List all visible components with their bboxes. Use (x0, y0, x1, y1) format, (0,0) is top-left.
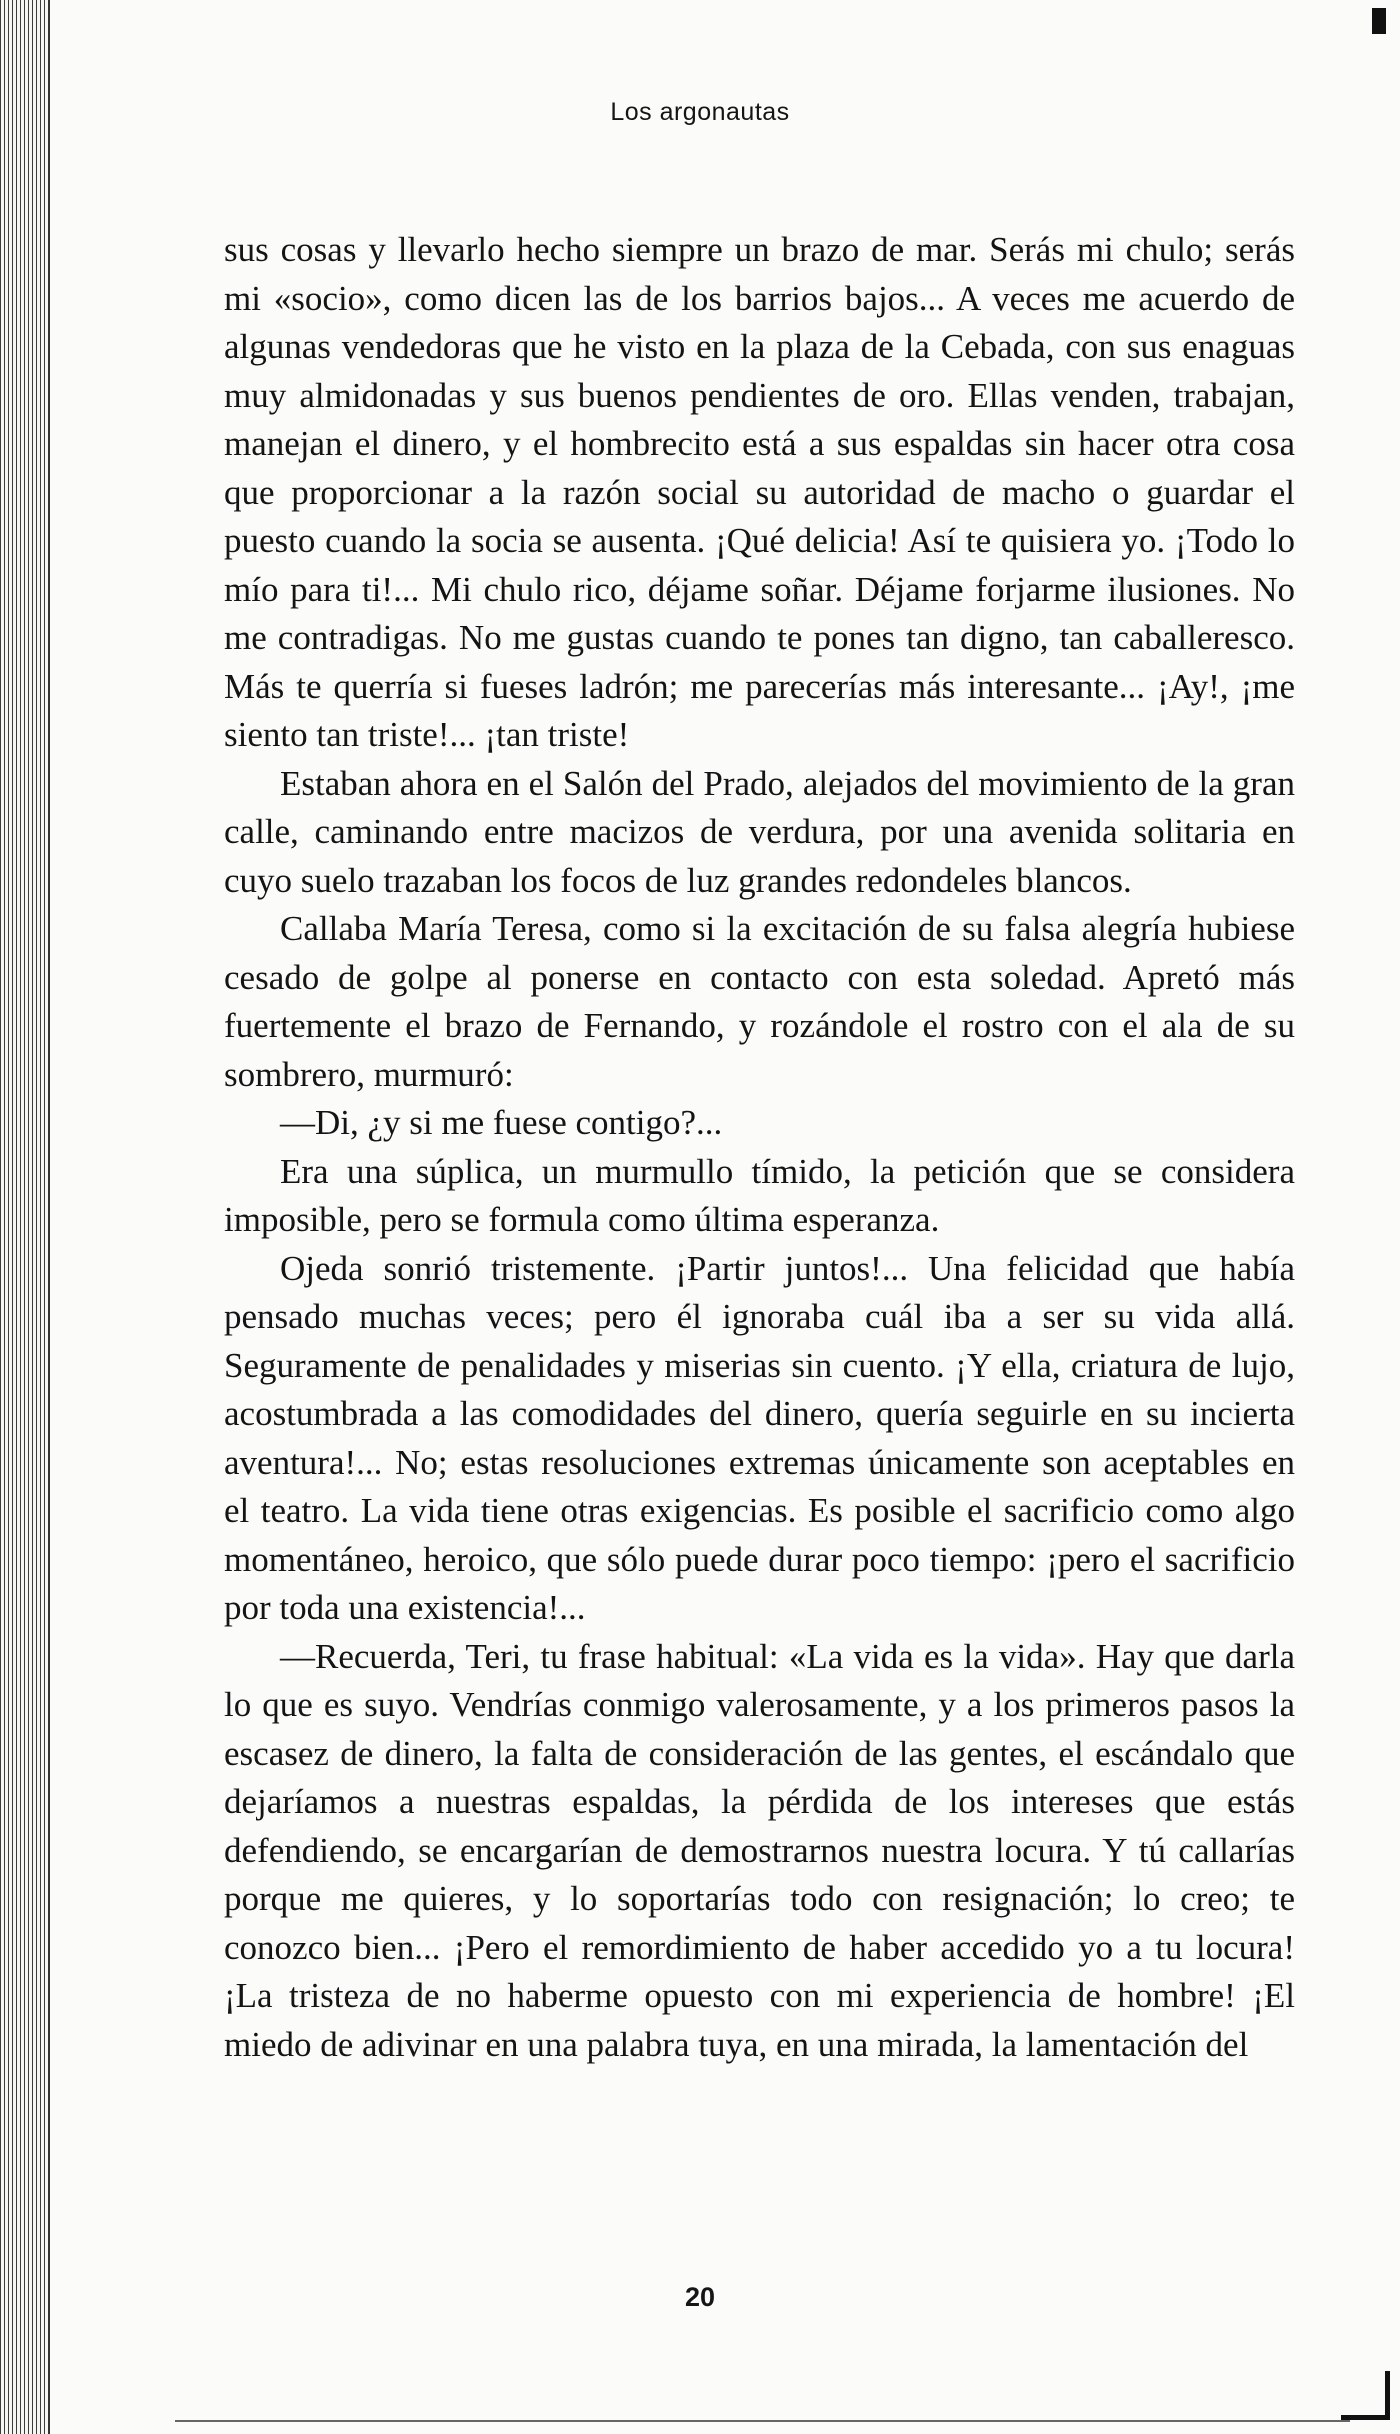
scan-corner-bracket (1341, 2371, 1390, 2420)
paragraph-6: Ojeda sonrió tristemente. ¡Partir juntos!... Una felicidad que había pensado muchas veces; pero él ignoraba cuál iba a ser su vida allá. Seguramente de penalidades y miserias sin cuento. ¡Y ella, criatura de lujo, acostumbrada a las comodidades del dinero, quería seguirle en su incierta aventura!... No; estas resoluciones extremas únicamente son aceptables en el teatro. La vida tiene otras exigencias. Es posible el sacrificio como algo momentáneo, heroico, que sólo puede durar poco tiempo: ¡pero el sacrificio por toda una existencia!... (224, 1248, 1295, 1627)
paragraph-3: Callaba María Teresa, como si la excitación de su falsa alegría hubiese cesado de golpe al ponerse en contacto con esta soledad. Apretó más fuertemente el brazo de Fernando, y rozándole el rostro con el ala de su sombrero, murmuró: (224, 909, 1295, 1094)
paragraph-7: —Recuerda, Teri, tu frase habitual: «La vida es la vida». Hay que darla lo que es suyo. Vendrías conmigo valerosamente, y a los primeros pasos la escasez de dinero, la falta de consideración de las gentes, el escándalo que dejaríamos a nuestras espaldas, la pérdida de los intereses que estás defendiendo, se encargarían de demostrarnos nuestra locura. Y tú callarías porque me quieres, y lo soportarías todo con resignación; lo creo; te conozco bien... ¡Pero el remordimiento de haber accedido yo a tu locura! ¡La tristeza de no haberme opuesto con mi experiencia de hombre! ¡El miedo de adivinar en una palabra tuya, en una mirada, la lamentación del (224, 1636, 1295, 2064)
book-binding-edge (0, 0, 48, 2434)
paragraph-2: Estaban ahora en el Salón del Prado, alejados del movimiento de la gran calle, caminando entre macizos de verdura, por una avenida solitaria en cuyo suelo trazaban los focos de luz grandes redondeles blancos. (224, 763, 1295, 900)
bottom-rule (175, 2420, 1350, 2422)
paragraph-1: sus cosas y llevarlo hecho siempre un brazo de mar. Serás mi chulo; serás mi «socio», como dicen las de los barrios bajos... A veces me acuerdo de algunas vendedoras que he visto en la plaza de la Cebada, con sus enaguas muy almidonadas y sus buenos pendientes de oro. Ellas venden, trabajan, manejan el dinero, y el hombrecito está a sus espaldas sin hacer otra cosa que proporcionar a la razón social su autoridad de macho o guardar el puesto cuando la socia se ausenta. ¡Qué delicia! Así te quisiera yo. ¡Todo lo mío para ti!... Mi chulo rico, déjame soñar. Déjame forjarme ilusiones. No me contradigas. No me gustas cuando te pones tan digno, tan caballeresco. Más te querría si fueses ladrón; me parecerías más interesante... ¡Ay!, ¡me siento tan triste!... ¡tan triste! (224, 230, 1295, 754)
running-head: Los argonautas (610, 98, 790, 126)
binding-line (48, 0, 50, 2434)
scan-corner-mark (1372, 8, 1386, 34)
body-text (224, 226, 1295, 2069)
page-number: 20 (684, 2282, 716, 2312)
paragraph-4: —Di, ¿y si me fuese contigo?... (280, 1103, 723, 1142)
paragraph-5: Era una súplica, un murmullo tímido, la petición que se considera imposible, pero se formula como última esperanza. (224, 1151, 1295, 1239)
